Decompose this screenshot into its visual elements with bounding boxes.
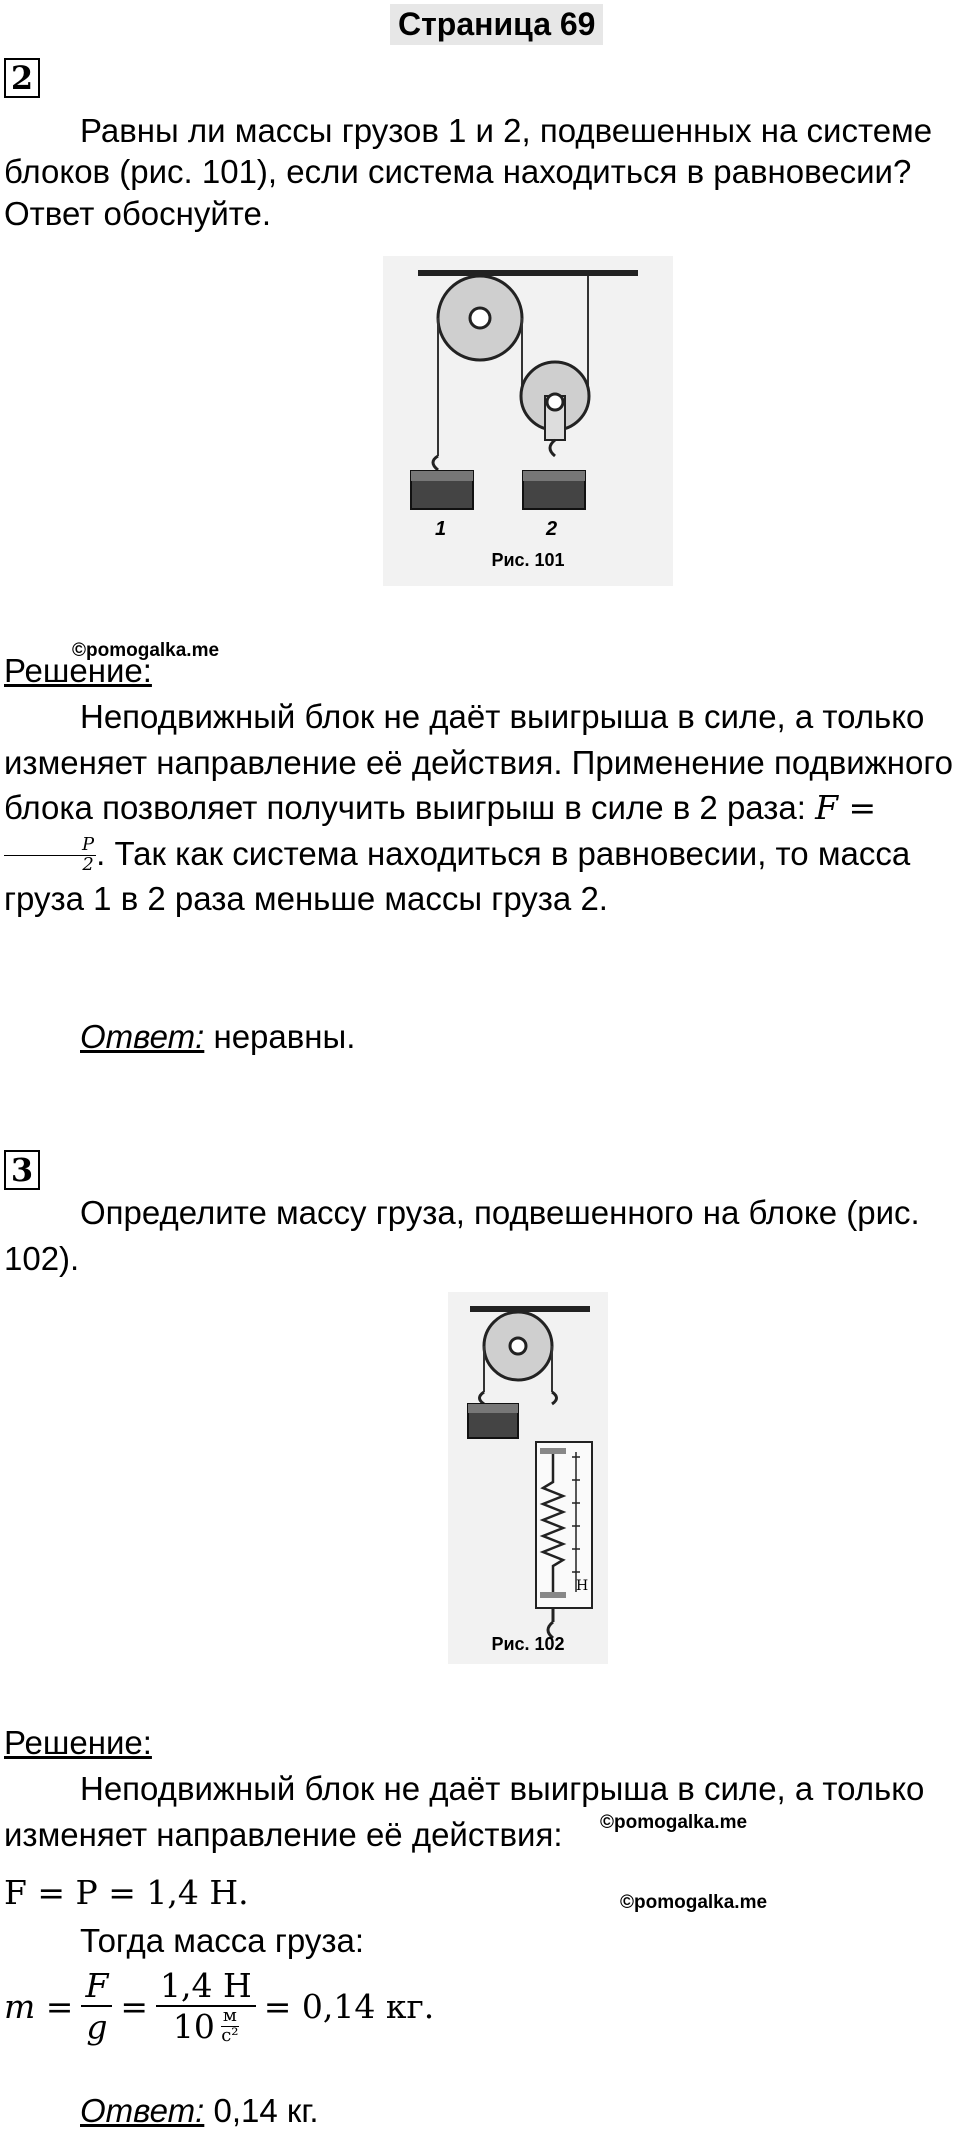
formula-force-lhs: F = [815, 788, 877, 828]
fraction-f-over-g [81, 1966, 112, 2046]
unit-meters: м [222, 2005, 237, 2027]
task3-answer [80, 2090, 319, 2131]
equation-force-equals-weight: F = P = 1,4 Н. [4, 1873, 249, 1912]
task2-solution-label: Решение: [4, 652, 152, 689]
pulley-system-illustration [383, 256, 673, 586]
formula-numerator: P [4, 836, 96, 856]
dynamometer-unit: Н [576, 1578, 589, 1594]
task-number-3: 3 [4, 1150, 40, 1190]
unit-seconds-squared: с² [221, 2025, 239, 2046]
task2-solution-part2: . Так как система находиться в равновесии, то масса груза 1 в 2 раза меньше массы груза 2. [4, 834, 911, 918]
formula-equals: = [120, 1986, 148, 2026]
watermark: ©pomogalka.me [72, 640, 220, 661]
task2-question: Равны ли массы грузов 1 и 2, подвешенных на системе блоков (рис. 101), если система находиться в равновесии? Ответ обоснуйте. [4, 112, 933, 232]
formula-m-lhs: m = [4, 1986, 74, 2026]
weight-label-2: 2 [546, 518, 558, 540]
unit-fraction [221, 2007, 239, 2046]
formula-denominator: 2 [82, 854, 94, 876]
task3-solution-label: Решение: [4, 1724, 152, 1761]
task3-answer-value: 0,14 кг. [204, 2092, 319, 2129]
task3-question: Определите массу груза, подвешенного на блоке (рис. 102). [4, 1194, 920, 1278]
denominator-number: 10 [172, 2007, 215, 2046]
fraction-value-denominator [156, 2007, 256, 2046]
formula-result: = 0,14 кг. [263, 1986, 435, 2026]
task2-answer-value: неравны. [204, 1018, 356, 1055]
dynamometer-illustration [448, 1292, 608, 1664]
task2-solution-part1: Неподвижный блок не даёт выигрыша в силе, а только изменяет направление её действия. Применение подвижного блока позволяет получить выигрыш в силе в 2 раза: [4, 698, 953, 827]
task2-solution-text [4, 694, 954, 922]
watermark: ©pomogalka.me [600, 1812, 748, 1833]
figure-101 [383, 256, 673, 586]
fraction-g: g [86, 2007, 108, 2046]
task3-answer-label: Ответ: [80, 2092, 205, 2129]
mass-formula [4, 1966, 434, 2046]
task2-answer [80, 1016, 355, 1057]
figure-caption-102: Рис. 102 [491, 1634, 565, 1654]
weight-label-1: 1 [435, 518, 447, 540]
figure-102 [448, 1292, 608, 1664]
fraction-f: F [81, 1966, 112, 2007]
task2-answer-label: Ответ: [80, 1018, 205, 1055]
task3-then-text: Тогда масса груза: [80, 1922, 364, 1959]
formula-fraction-p-over-2 [4, 836, 96, 875]
page-title: Страница 69 [390, 4, 603, 45]
task3-solution-text: Неподвижный блок не даёт выигрыша в силе, а только изменяет направление её действия: [4, 1770, 925, 1853]
figure-caption-101: Рис. 101 [491, 550, 565, 570]
fraction-value [156, 1966, 256, 2046]
watermark: ©pomogalka.me [620, 1892, 768, 1913]
task-number-2: 2 [4, 58, 40, 98]
fraction-value-numerator: 1,4 Н [156, 1966, 256, 2007]
